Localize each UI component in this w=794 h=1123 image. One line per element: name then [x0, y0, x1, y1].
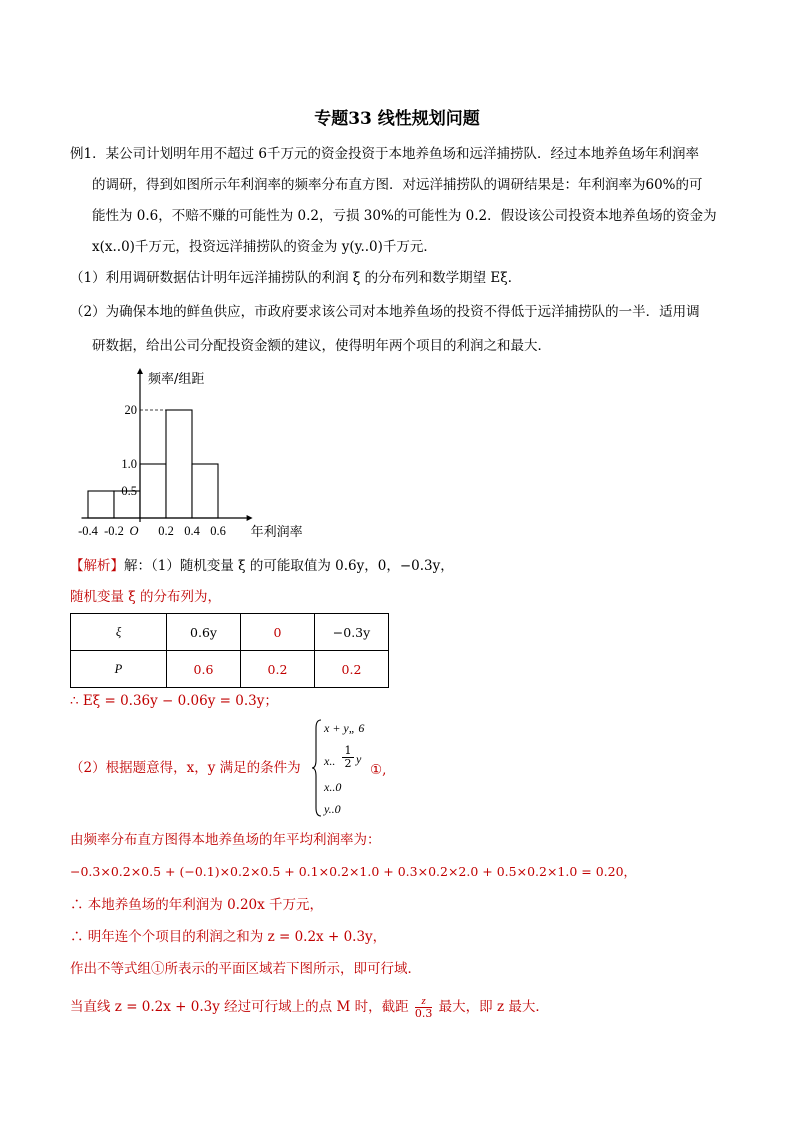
x-axis-arrow	[247, 515, 253, 521]
table-row	[71, 651, 389, 688]
page-title: 专题33 线性规划问题	[314, 109, 480, 129]
y-axis-label: 频率/组距	[148, 372, 205, 387]
part2-line: （2）根据题意得，x，y 满足的条件为	[70, 760, 301, 776]
histogram-bar	[192, 464, 218, 518]
circle-one-mark: ①,	[370, 762, 387, 778]
profit-local-line: ∴ 本地养鱼场的年利润为 0.20x 千万元，	[70, 897, 324, 913]
calc-line: −0.3×0.2×0.5 + (−0.1)×0.2×0.5 + 0.1×0.2×1.0 + 0.3×0.2×2.0 + 0.5×0.2×1.0 = 0.20，	[70, 864, 637, 879]
problem-line-3: 能性为 0.6，不赔不赚的可能性为 0.2，亏损 30%的可能性为 0.2．假设该公司投资本地养鱼场的资金为	[92, 208, 717, 224]
fraction-denominator: 2	[342, 757, 354, 770]
question-1: （1）利用调研数据估计明年远洋捕捞队的利润 ξ 的分布列和数学期望 Eξ．	[70, 270, 522, 286]
x-tick-label: -0.2	[104, 524, 124, 538]
freq-line: 由频率分布直方图得本地养鱼场的年平均利润率为：	[70, 832, 381, 848]
table-cell: 0.6y	[167, 614, 241, 651]
brace-icon	[312, 718, 322, 818]
profit-total-line: ∴ 明年连个个项目的利润之和为 z = 0.2x + 0.3y，	[70, 929, 387, 945]
problem-line-2: 的调研，得到如图所示年利润率的频率分布直方图．对远洋捕捞队的调研结果是：年利润率为60%的可	[92, 177, 703, 193]
constraint-2: x..	[324, 754, 336, 768]
last-line	[70, 995, 549, 1020]
expectation-line: ∴ Eξ = 0.36y − 0.06y = 0.3y；	[70, 693, 278, 709]
frequency-histogram	[60, 360, 360, 545]
table-row	[71, 614, 389, 651]
table-cell: 0.6	[167, 651, 241, 688]
question-2-line-2: 研数据，给出公司分配投资金额的建议，使得明年两个项目的利润之和最大．	[92, 338, 551, 354]
table-cell: 0	[241, 614, 315, 651]
fraction-half	[342, 745, 354, 770]
x-axis-label: 年利润率	[250, 525, 303, 540]
constraint-1: x + y„ 6	[324, 721, 365, 735]
distribution-table	[70, 613, 389, 688]
histogram-bar	[88, 491, 114, 518]
analysis-tag: 【解析】	[70, 558, 124, 574]
question-2-line-1: （2）为确保本地的鲜鱼供应，市政府要求该公司对本地养鱼场的投资不得低于远洋捕捞队的一半．适用调	[70, 304, 700, 320]
solution-line-1	[70, 556, 454, 576]
x-tick-label: O	[129, 524, 139, 538]
last-text-b: 最大，即 z 最大．	[438, 999, 549, 1015]
constraint-3: x..0	[324, 780, 342, 794]
x-tick-label: 0.2	[158, 524, 174, 538]
table-cell: −0.3y	[315, 614, 389, 651]
histogram-bar	[140, 464, 166, 518]
fraction-denominator: 0.3	[414, 1007, 433, 1020]
y-axis-arrow	[137, 368, 143, 374]
problem-line-4: x(x..0)千万元，投资远洋捕捞队的资金为 y(y..0)千万元．	[92, 239, 437, 255]
x-tick-label: -0.4	[78, 524, 98, 538]
table-cell: P	[71, 651, 167, 688]
fraction-z-over-03	[415, 995, 433, 1020]
y-tick-label: 20	[124, 403, 137, 417]
table-cell: ξ	[71, 614, 167, 651]
table-cell: 0.2	[241, 651, 315, 688]
last-text-a: 当直线 z = 0.2x + 0.3y 经过可行域上的点 M 时，截距	[70, 999, 409, 1015]
region-text-a: 作出不等式组	[70, 961, 151, 977]
constraint-4: y..0	[324, 802, 341, 816]
fraction-numerator: 1	[344, 744, 352, 757]
histogram-bar	[166, 410, 192, 518]
region-circle: ①	[151, 961, 165, 977]
y-tick-label: 1.0	[121, 457, 137, 471]
region-text-c: 所表示的平面区域若下图所示，即可行域．	[164, 961, 421, 977]
y-tick-label: 0.5	[121, 484, 137, 498]
constraint-system	[312, 718, 372, 818]
problem-line-1: 例1．某公司计划明年用不超过 6千万元的资金投资于本地养鱼场和远洋捕捞队．经过本地养鱼场年利润率	[70, 146, 699, 162]
region-line	[70, 959, 421, 979]
constraint-2-y: y	[356, 752, 362, 766]
table-cell: 0.2	[315, 651, 389, 688]
solution-line-2: 随机变量 ξ 的分布列为，	[70, 589, 222, 605]
fraction-numerator: z	[421, 995, 426, 1007]
x-tick-label: 0.4	[184, 524, 200, 538]
x-tick-label: 0.6	[210, 524, 226, 538]
solution-step-1: 解：（1）随机变量 ξ 的可能取值为 0.6y，0，−0.3y，	[124, 558, 454, 574]
